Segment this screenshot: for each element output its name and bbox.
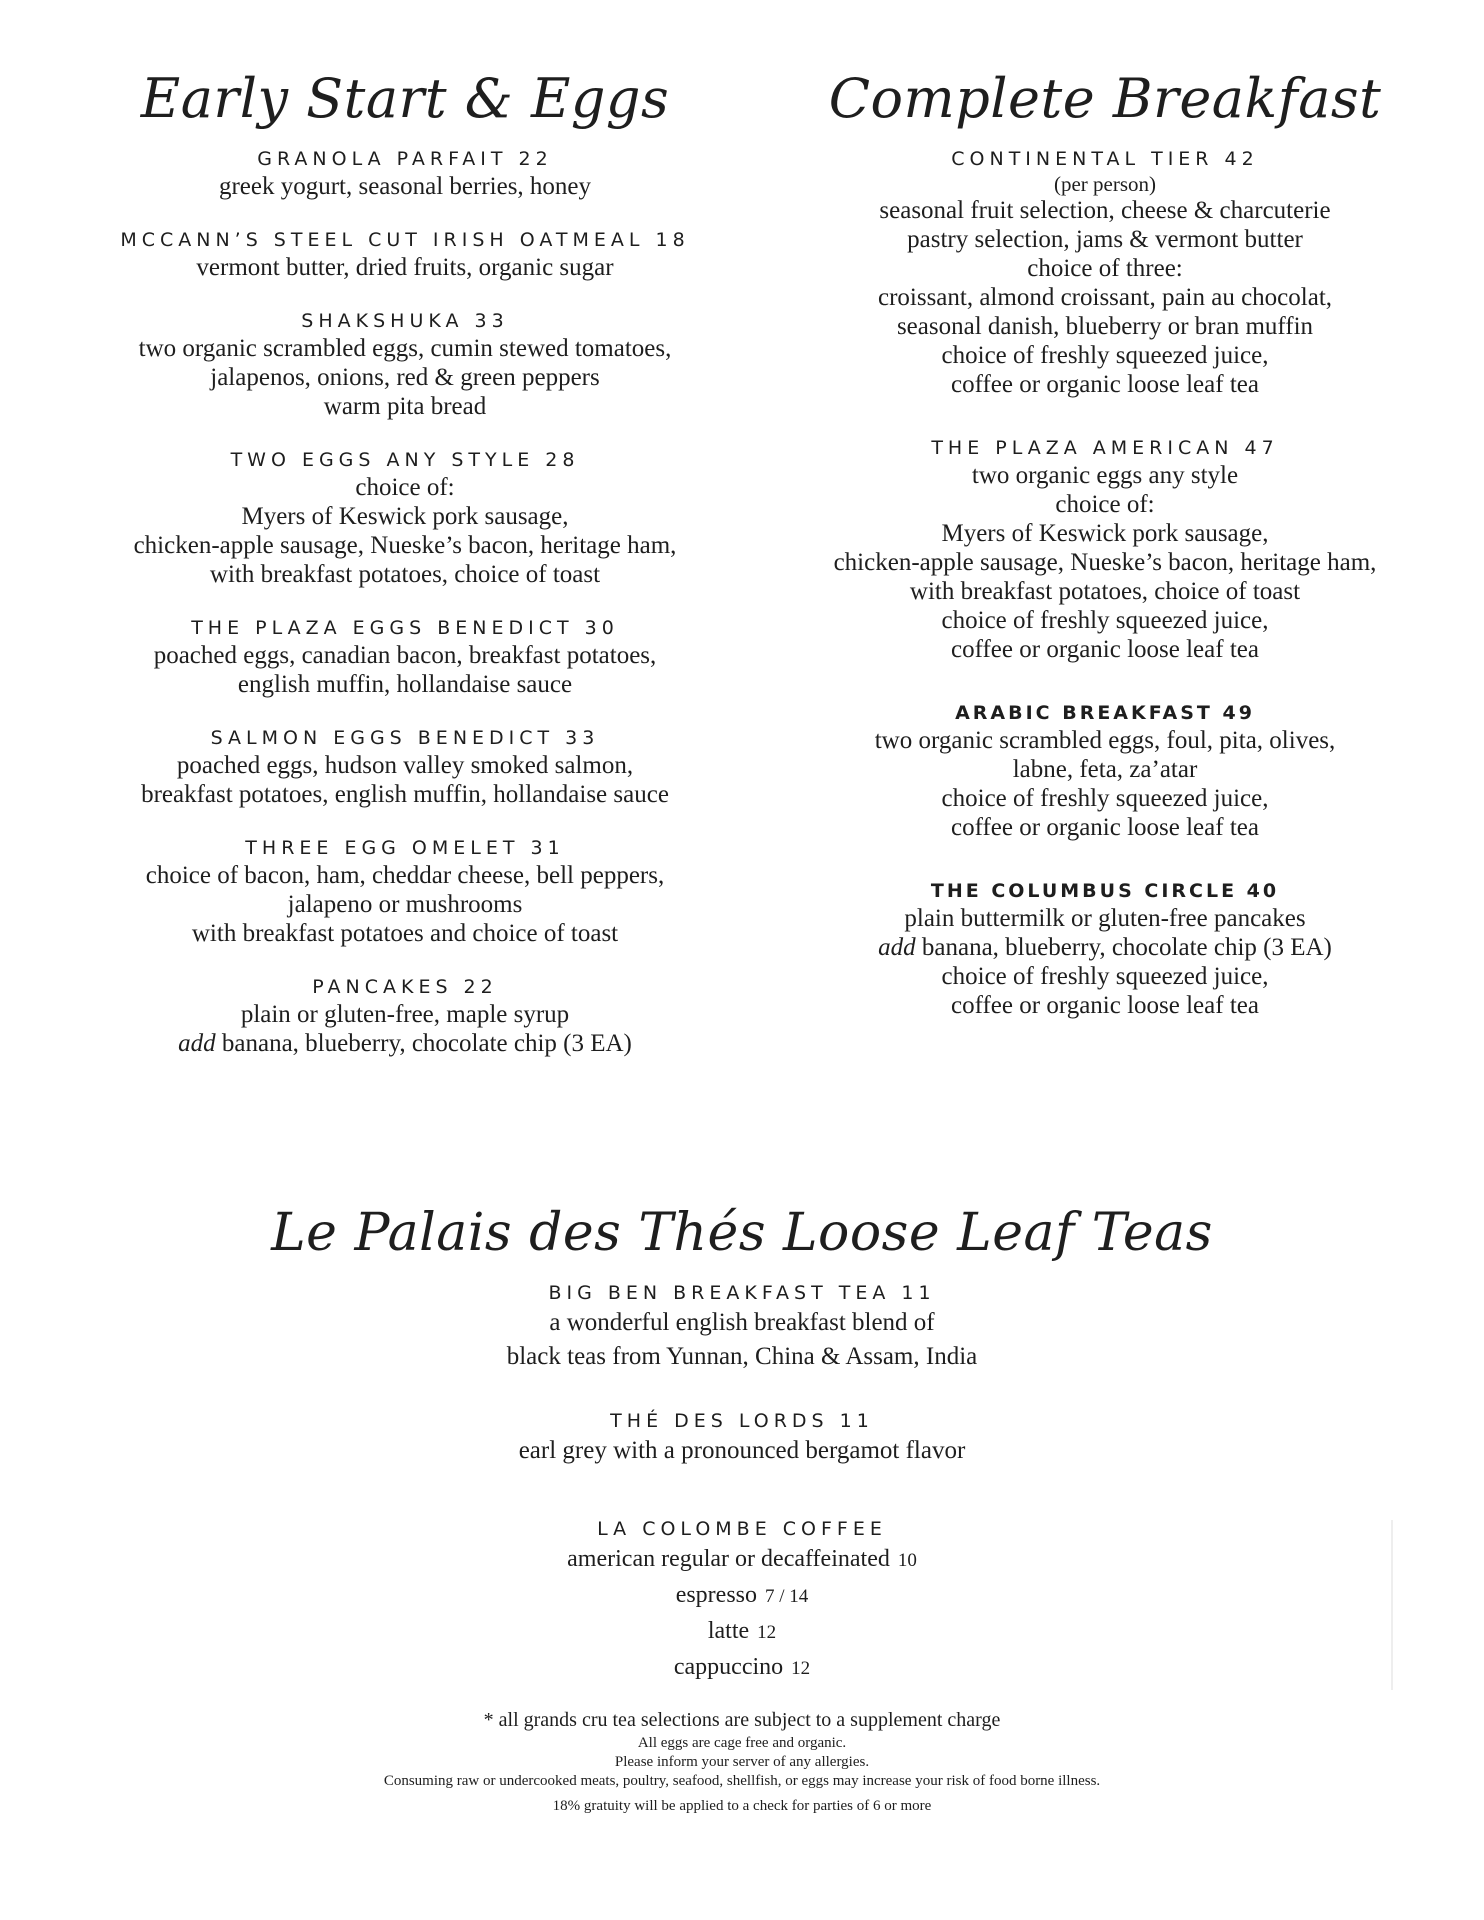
menu-item-salmon-eggs-benedict (60, 725, 750, 809)
item-description: warm pita bread (323, 393, 487, 420)
item-name: PANCAKES 22 (312, 976, 498, 998)
coffee-item (250, 1650, 1234, 1686)
menu-item-columbus-circle (780, 878, 1430, 1020)
item-description: plain or gluten-free, maple syrup (240, 1001, 570, 1028)
menu-item-big-ben-tea (250, 1280, 1234, 1374)
item-name: THÉ DES LORDS 11 (610, 1410, 874, 1432)
item-description: vermont butter, dried fruits, organic sugar (196, 254, 614, 281)
item-description: choice of freshly squeezed juice, (941, 963, 1269, 990)
item-description: jalapenos, onions, red & green peppers (210, 364, 600, 391)
add-on-text: banana, blueberry, chocolate chip (3 EA) (915, 934, 1332, 961)
item-description: two organic eggs any style (971, 462, 1239, 489)
coffee-item (250, 1542, 1234, 1578)
item-name: CONTINENTAL TIER 42 (951, 148, 1259, 170)
item-description: choice of bacon, ham, cheddar cheese, bell peppers, (145, 862, 665, 889)
coffee-item (250, 1614, 1234, 1650)
item-description: coffee or organic loose leaf tea (951, 992, 1259, 1019)
item-name: SHAKSHUKA 33 (301, 310, 509, 332)
complete-breakfast-section (780, 66, 1430, 1046)
item-description: labne, feta, za’atar (1012, 756, 1198, 783)
item-description: chicken-apple sausage, Nueske’s bacon, heritage ham, (833, 549, 1377, 576)
item-name: GRANOLA PARFAIT 22 (257, 148, 553, 170)
item-description: seasonal fruit selection, cheese & charcuterie (879, 197, 1331, 224)
item-name: LA COLOMBE COFFEE (597, 1518, 887, 1540)
supplement-note: * all grands cru tea selections are subject to a supplement charge (483, 1709, 1001, 1731)
menu-item-two-eggs (60, 447, 750, 589)
item-description: with breakfast potatoes, choice of toast (909, 578, 1301, 605)
menu-item-plaza-american (780, 435, 1430, 664)
item-name: SALMON EGGS BENEDICT 33 (210, 727, 600, 749)
coffee-label: american regular or decaffeinated (567, 1546, 890, 1572)
item-description: coffee or organic loose leaf tea (951, 371, 1259, 398)
menu-item-continental-tier (780, 146, 1430, 399)
item-name: TWO EGGS ANY STYLE 28 (230, 449, 580, 471)
item-name: THE PLAZA EGGS BENEDICT 30 (191, 617, 619, 639)
item-description: pastry selection, jams & vermont butter (907, 226, 1303, 253)
add-on-text: banana, blueberry, chocolate chip (3 EA) (215, 1030, 632, 1057)
item-description: coffee or organic loose leaf tea (951, 636, 1259, 663)
item-description: Myers of Keswick pork sausage, (941, 520, 1269, 547)
eggs-note: All eggs are cage free and organic. (637, 1735, 847, 1751)
complete-breakfast-title: Complete Breakfast (828, 67, 1382, 130)
item-description: coffee or organic loose leaf tea (951, 814, 1259, 841)
add-on-line (60, 1029, 750, 1058)
coffee-item (250, 1578, 1234, 1614)
item-description: two organic scrambled eggs, cumin stewed tomatoes, (138, 335, 672, 362)
item-name: THE COLUMBUS CIRCLE 40 (930, 880, 1280, 902)
coffee-label: espresso (675, 1582, 758, 1608)
item-description: two organic scrambled eggs, foul, pita, olives, (874, 727, 1336, 754)
menu-item-plaza-eggs-benedict (60, 615, 750, 699)
coffee-label: latte (707, 1618, 750, 1644)
item-description: greek yogurt, seasonal berries, honey (218, 173, 592, 200)
coffee-price: 10 (897, 1550, 917, 1571)
item-description: poached eggs, hudson valley smoked salmon, (176, 752, 634, 779)
item-name: THREE EGG OMELET 31 (245, 837, 565, 859)
item-description: choice of freshly squeezed juice, (941, 342, 1269, 369)
item-description: croissant, almond croissant, pain au chocolat, (877, 284, 1333, 311)
menu-item-oatmeal (60, 227, 750, 282)
item-description: with breakfast potatoes and choice of toast (191, 920, 619, 947)
item-description: choice of three: (1027, 255, 1183, 282)
item-description: breakfast potatoes, english muffin, hollandaise sauce (141, 781, 669, 808)
item-description: choice of freshly squeezed juice, (941, 607, 1269, 634)
item-description: seasonal danish, blueberry or bran muffin (896, 313, 1314, 340)
item-note: (per person) (1053, 172, 1157, 196)
item-description: plain buttermilk or gluten-free pancakes (904, 905, 1306, 932)
menu-item-pancakes (60, 974, 750, 1058)
menu-item-la-colombe-coffee (250, 1516, 1234, 1686)
teas-section (250, 1200, 1234, 1816)
item-description: jalapeno or mushrooms (287, 891, 523, 918)
item-description: choice of: (1055, 491, 1155, 518)
page-edge-rule (1391, 1520, 1393, 1690)
gratuity-note: 18% gratuity will be applied to a check for parties of 6 or more (552, 1798, 932, 1814)
early-start-eggs-title: Early Start & Eggs (140, 67, 670, 130)
menu-item-granola-parfait (60, 146, 750, 201)
consumption-warning: Consuming raw or undercooked meats, poultry, seafood, shellfish, or eggs may increase your risk of food borne illness. (383, 1773, 1101, 1789)
menu-item-the-des-lords (250, 1408, 1234, 1468)
add-prefix: add (878, 934, 916, 961)
item-description: Myers of Keswick pork sausage, (241, 503, 569, 530)
coffee-price: 12 (757, 1622, 777, 1643)
allergy-note: Please inform your server of any allergies. (614, 1754, 870, 1770)
menu-item-shakshuka (60, 308, 750, 421)
item-description: poached eggs, canadian bacon, breakfast potatoes, (153, 642, 657, 669)
item-description: earl grey with a pronounced bergamot flavor (518, 1437, 966, 1464)
teas-title: Le Palais des Thés Loose Leaf Teas (271, 1203, 1213, 1263)
early-start-eggs-section (60, 66, 750, 1084)
add-on-line (780, 933, 1430, 962)
menu-item-omelet (60, 835, 750, 948)
item-description: a wonderful english breakfast blend of (549, 1309, 935, 1336)
item-name: MCCANN’S STEEL CUT IRISH OATMEAL 18 (120, 229, 690, 251)
item-description: english muffin, hollandaise sauce (237, 671, 573, 698)
coffee-price: 12 (791, 1658, 811, 1679)
menu-item-arabic-breakfast (780, 700, 1430, 842)
item-description: black teas from Yunnan, China & Assam, India (506, 1343, 978, 1370)
item-name: BIG BEN BREAKFAST TEA 11 (548, 1282, 936, 1304)
coffee-price: 7 / 14 (765, 1586, 809, 1607)
item-description: choice of freshly squeezed juice, (941, 785, 1269, 812)
item-description: choice of: (355, 474, 455, 501)
coffee-label: cappuccino (673, 1654, 784, 1680)
item-name: ARABIC BREAKFAST 49 (955, 702, 1255, 724)
add-prefix: add (178, 1030, 216, 1057)
item-description: chicken-apple sausage, Nueske’s bacon, heritage ham, (133, 532, 677, 559)
item-name: THE PLAZA AMERICAN 47 (931, 437, 1279, 459)
item-description: with breakfast potatoes, choice of toast (209, 561, 601, 588)
